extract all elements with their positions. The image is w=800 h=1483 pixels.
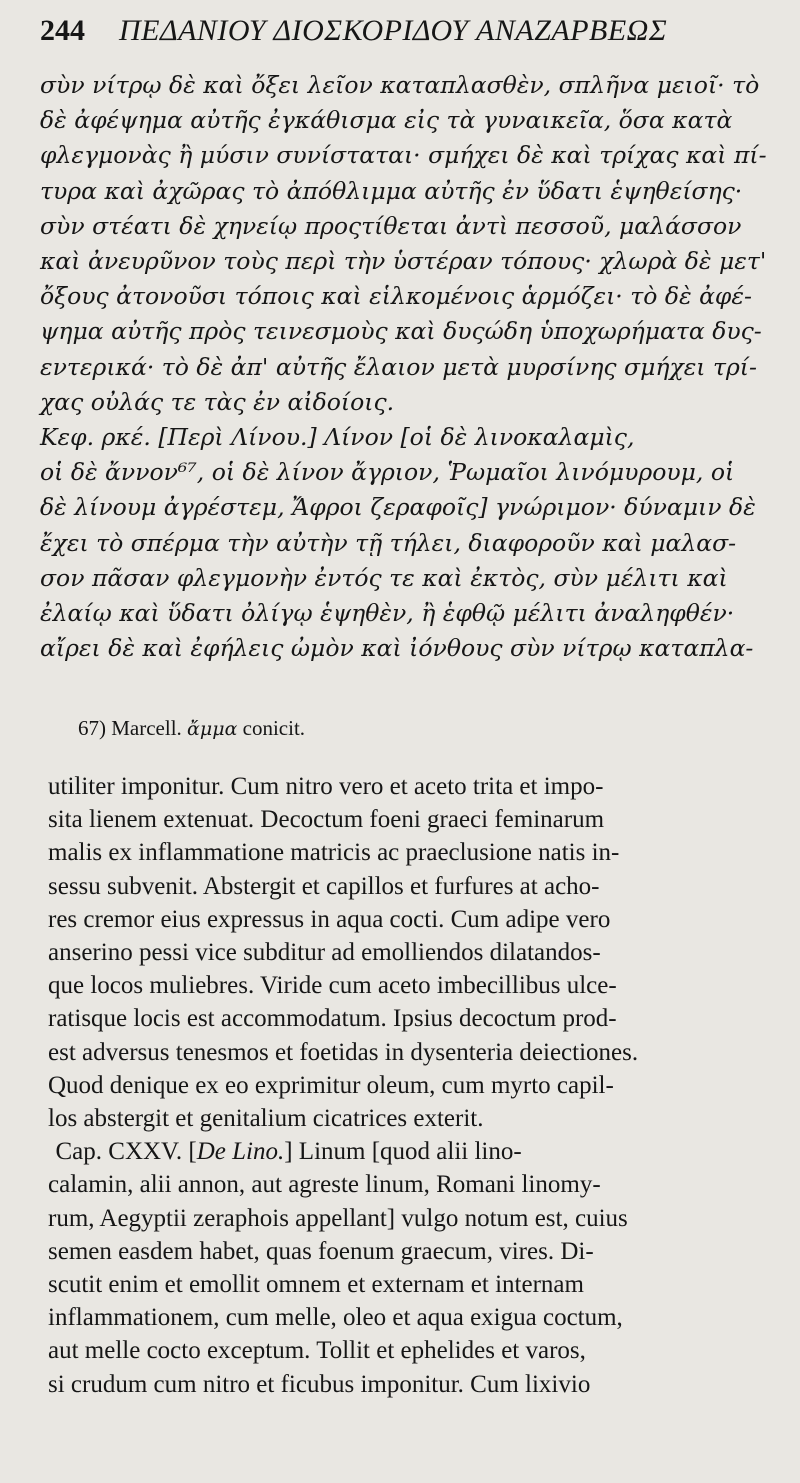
latin-line: si crudum cum nitro et ficubus imponitur. Cum lixivio: [48, 1370, 591, 1398]
latin-line: est adversus tenesmos et foetidas in dysenteria deiectiones.: [48, 1038, 639, 1066]
latin-line: scutit enim et emollit omnem et externam et internam: [48, 1271, 584, 1299]
footnote: [78, 716, 305, 741]
latin-line: ratisque locis est accommodatum. Ipsius decoctum prod-: [48, 1005, 617, 1033]
greek-line: ψημα αὐτῆς πρὸς τεινεσμοὺς καὶ δυςώδη ὑποχωρήματα δυς-: [40, 317, 762, 346]
latin-line: res cremor eius expressus in aqua cocti. Cum adipe vero: [48, 905, 611, 933]
latin-line: utiliter imponitur. Cum nitro vero et aceto trita et impo-: [48, 773, 604, 800]
page-number: 244: [40, 14, 85, 47]
latin-text-block: [48, 770, 764, 1401]
footnote-word: ἄμμα: [187, 718, 238, 740]
greek-line: καὶ ἀνευρῦνον τοὺς περὶ τὴν ὑστέραν τόπους· χλωρὰ δὲ μετ': [40, 247, 767, 276]
greek-line: σὺν στέατι δὲ χηνείῳ προςτίθεται ἀντὶ πεσσοῦ, μαλάσσον: [40, 211, 742, 240]
greek-line: εντερικά· τὸ δὲ ἀπ' αὐτῆς ἔλαιον μετὰ μυρσίνης σμήχει τρί-: [40, 352, 757, 381]
greek-line: δὲ λίνουμ ἀγρέστεμ, Ἄφροι ζεραφοῖς] γνώριμον· δύναμιν δὲ: [40, 493, 756, 522]
greek-line: αἴρει δὲ καὶ ἐφήλεις ὠμὸν καὶ ἰόνθους σὺν νίτρῳ καταπλα-: [40, 634, 754, 663]
latin-line: anserino pessi vice subditur ad emolliendos dilatandos-: [48, 939, 601, 967]
running-head: ΠΕΔΑΝΙΟΥ ΔΙΟΣΚΟΡΙΔΟΥ ΑΝΑΖΑΡΒΕΩΣ: [119, 14, 668, 47]
latin-chapter-heading: [48, 1135, 764, 1168]
latin-line: rum, Aegyptii zeraphois appellant] vulgo notum est, cuius: [48, 1204, 628, 1232]
latin-line: inflammationem, cum melle, oleo et aqua exigua coctum,: [48, 1304, 623, 1332]
bracket-close: ]: [284, 1138, 293, 1166]
page-header: [40, 14, 760, 54]
greek-line: οἱ δὲ ἄννον⁶⁷, οἱ δὲ λίνον ἄγριον, Ῥωμαῖοι λινόμυρουμ, οἱ: [40, 458, 735, 487]
greek-line: δὲ ἀφέψημα αὐτῆς ἐγκάθισμα εἰς τὰ γυναικεῖα, ὅσα κατὰ: [40, 106, 733, 135]
greek-line: χας οὐλάς τε τὰς ἐν αἰδοίοις.: [40, 387, 395, 416]
greek-chapter-heading: Κεφ. ρκέ. [Περὶ Λίνου.] Λίνον [οἱ δὲ λινοκαλαμὶς,: [40, 423, 635, 452]
latin-line: sita lienem extenuat. Decoctum foeni graeci feminarum: [48, 806, 605, 834]
greek-line: σον πᾶσαν φλεγμονὴν ἐντός τε καὶ ἐκτὸς, σὺν μέλιτι καὶ: [40, 563, 728, 592]
footnote-number: 67): [78, 716, 106, 740]
greek-line: τυρα καὶ ἀχῶρας τὸ ἀπόθλιμμα αὐτῆς ἐν ὕδατι ἑψηθείσης·: [40, 176, 743, 205]
chapter-number: Cap. CXXV.: [55, 1138, 183, 1166]
chapter-title: De Lino.: [196, 1138, 285, 1166]
latin-line: los abstergit et genitalium cicatrices exterit.: [48, 1105, 484, 1133]
greek-line: φλεγμονὰς ἢ μύσιν συνίσταται· σμήχει δὲ καὶ τρίχας καὶ πί-: [40, 141, 767, 170]
greek-line: ἐλαίῳ καὶ ὕδατι ὀλίγῳ ἑψηθὲν, ἢ ἑφθῷ μέλιτι ἀναληφθέν·: [40, 599, 735, 628]
latin-line: que locos muliebres. Viride cum aceto imbecillibus ulce-: [48, 972, 617, 1000]
greek-line: ἔχει τὸ σπέρμα τὴν αὐτὴν τῇ τήλει, διαφοροῦν καὶ μαλασ-: [40, 528, 737, 557]
latin-line: malis ex inflammatione matricis ac praeclusione natis in-: [48, 839, 620, 867]
latin-line: Quod denique ex eo exprimitur oleum, cum myrto capil-: [48, 1071, 614, 1099]
latin-line: semen easdem habet, quas foenum graecum, vires. Di-: [48, 1237, 594, 1265]
bracket-open: [: [188, 1138, 197, 1166]
greek-line: σὺν νίτρῳ δὲ καὶ ὄξει λεῖον καταπλασθὲν, σπλῆνα μειοῖ· τὸ: [40, 71, 760, 99]
latin-line: aut melle cocto exceptum. Tollit et ephelides et varos,: [48, 1337, 586, 1365]
chapter-line-text: Linum [quod alii lino-: [298, 1138, 522, 1166]
footnote-note: conicit.: [242, 716, 306, 740]
latin-line: calamin, alii annon, aut agreste linum, Romani linomy-: [48, 1171, 601, 1199]
latin-line: sessu subvenit. Abstergit et capillos et furfures at acho-: [48, 872, 600, 900]
greek-line: ὄξους ἀτονοῦσι τόποις καὶ εἱλκομένοις ἁρμόζει· τὸ δὲ ἀφέ-: [40, 282, 752, 311]
footnote-author: Marcell.: [111, 716, 182, 740]
greek-text-block: [40, 68, 767, 666]
